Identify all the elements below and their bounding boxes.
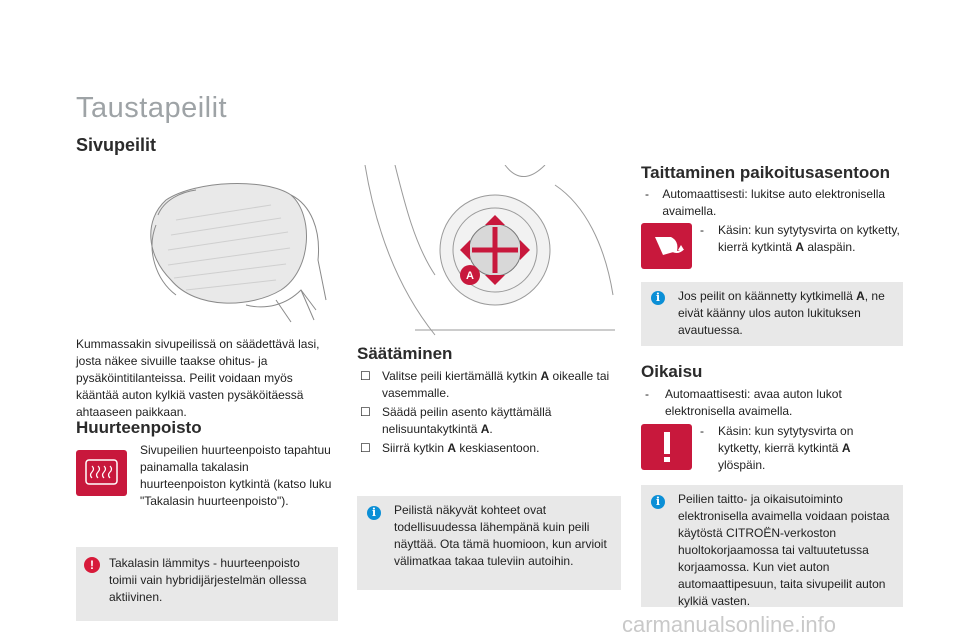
info-box-mirror xyxy=(357,496,621,590)
list-item: ☐ Valitse peili kiertämällä kytkin A oikealle tai vasemmalle. xyxy=(360,369,610,400)
page-title: Taustapeilit xyxy=(76,92,228,124)
info-icon: i xyxy=(651,291,665,305)
info-mirror-text: Peilistä näkyvät kohteet ovat todellisuudessa lähempänä kuin peili näyttää. Ota tämä huomioon, kun arvioit välimatkaa takaa tuleviin autoihin. xyxy=(394,503,607,568)
page-subtitle: Sivupeilit xyxy=(76,135,157,155)
warning-text: Takalasin lämmitys - huurteenpoisto toimii vain hybridijärjestelmän ollessa aktiivinen. xyxy=(109,556,307,604)
fold-heading: Taittaminen paikoitusasentoon xyxy=(641,163,891,182)
defrost-heading: Huurteenpoisto xyxy=(76,418,202,437)
watermark: carmanualsonline.info xyxy=(622,612,837,637)
adjust-heading: Säätäminen xyxy=(357,344,453,363)
checkbox-bullet-icon: ☐ xyxy=(360,441,371,455)
fold-item-manual: - Käsin: kun sytytysvirta on kytketty, kierrä kytkintä A alaspäin. xyxy=(700,223,900,254)
intro-paragraph: Kummassakin sivupeilissä on säädettävä lasi, josta näkee sivuille taakse ohitus- ja pysäköintitilanteissa. Peilit voidaan myös kääntää auton kylkiä vasten pysäköitäessä ahtaaseen paikkaan. xyxy=(76,337,320,419)
fold-item-auto: - Automaattisesti: lukitse auto elektronisella avaimella. xyxy=(645,187,886,218)
unfold-item-manual: - Käsin: kun sytytysvirta on kytketty, kierrä kytkintä A ylöspäin. xyxy=(700,424,854,472)
defrost-icon xyxy=(76,450,127,496)
switch-label-a: A xyxy=(466,270,474,282)
checkbox-bullet-icon: ☐ xyxy=(360,369,371,383)
info-box-fold xyxy=(641,282,903,346)
info-icon: i xyxy=(367,506,381,520)
info-icon: i xyxy=(651,495,665,509)
adjust-list xyxy=(360,368,622,459)
warning-box xyxy=(76,547,338,621)
side-mirror-illustration xyxy=(76,160,338,325)
unfold-item-auto: - Automaattisesti: avaa auton lukot elektronisella avaimella. xyxy=(645,387,842,418)
list-item: ☐ Siirrä kytkin A keskiasentoon. xyxy=(360,441,540,455)
mirror-switch-illustration xyxy=(355,165,620,340)
unfold-mirror-icon xyxy=(641,424,692,470)
unfold-heading: Oikaisu xyxy=(641,362,703,381)
warning-icon: ! xyxy=(84,557,100,573)
info-box-service xyxy=(641,485,903,607)
fold-mirror-icon xyxy=(641,223,692,269)
defrost-text: Sivupeilien huurteenpoisto tapahtuu painamalla takalasin huurteenpoiston kytkintä (katso luku "Takalasin huurteenpoisto"). xyxy=(140,443,332,508)
info-fold-text: Jos peilit on käännetty kytkimellä A, ne eivät käänny ulos auton lukituksen avautuessa. xyxy=(678,289,885,337)
checkbox-bullet-icon: ☐ xyxy=(360,405,371,419)
list-item: ☐ Säädä peilin asento käyttämällä nelisuuntakytkintä A. xyxy=(360,405,552,436)
info-service-text: Peilien taitto- ja oikaisutoiminto elektronisella avaimella voidaan poistaa käytöstä CITROËN-verkoston huoltokorjaamossa tai valtuutetussa korjaamossa. Kun viet auton automaattipesuun, taita sivupeilit auton kylkiä vasten. xyxy=(678,492,890,608)
